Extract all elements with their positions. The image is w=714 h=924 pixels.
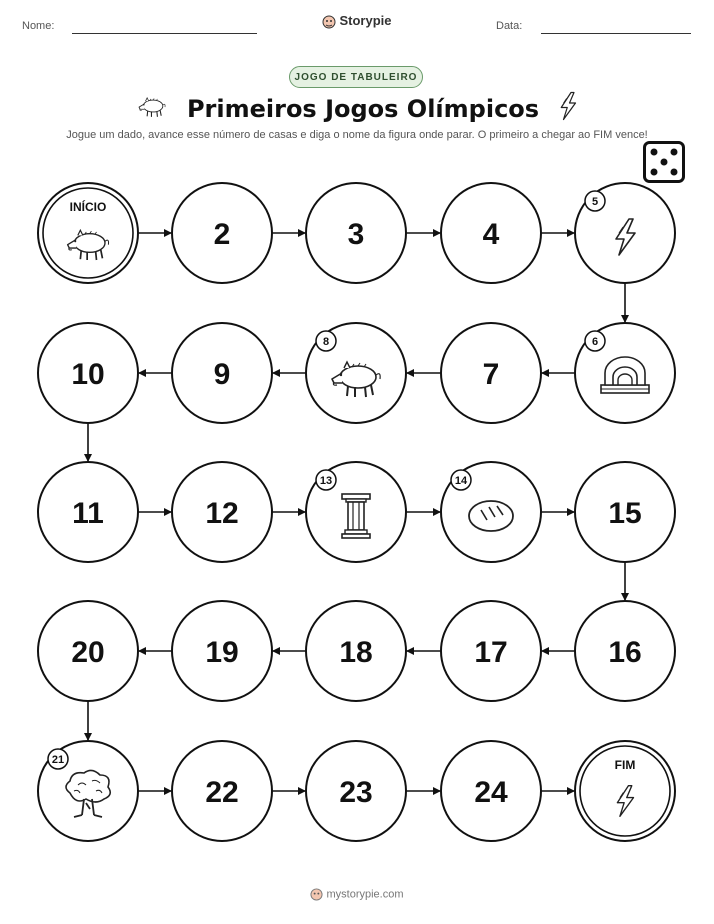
board-space-19 [172, 601, 272, 701]
board-space-8 [306, 323, 406, 423]
space-number: 16 [608, 636, 642, 669]
space-number: 9 [213, 358, 231, 391]
board-space-25 [575, 741, 675, 841]
space-number: 4 [482, 218, 500, 251]
board-space-17 [441, 601, 541, 701]
space-number: 7 [482, 358, 500, 391]
board-space-22 [172, 741, 272, 841]
board-space-1 [38, 183, 138, 283]
space-number: 3 [347, 218, 365, 251]
space-circle [38, 183, 138, 283]
space-number: 10 [71, 358, 105, 391]
board-space-14 [441, 462, 541, 562]
board-space-6 [575, 323, 675, 423]
board-space-18 [306, 601, 406, 701]
space-number-label: 6 [591, 336, 599, 348]
board-space-10 [38, 323, 138, 423]
board-space-13 [306, 462, 406, 562]
board-space-4 [441, 183, 541, 283]
instructions: Jogue um dado, avance esse número de casas e diga o nome da figura onde parar. O primeiro a chegar ao FIM vence! [66, 129, 648, 141]
bread-icon [469, 501, 513, 531]
board-space-11 [38, 462, 138, 562]
board-space-12 [172, 462, 272, 562]
board-space-21 [38, 741, 138, 841]
space-number: 24 [474, 776, 508, 809]
space-number-label: 14 [454, 475, 468, 487]
space-number-label: 13 [319, 475, 333, 487]
board-space-20 [38, 601, 138, 701]
space-number: 22 [205, 776, 239, 809]
board-space-5 [575, 183, 675, 283]
board-space-9 [172, 323, 272, 423]
space-number-label: 8 [322, 336, 330, 348]
start-label: INÍCIO [69, 200, 107, 214]
board-space-3 [306, 183, 406, 283]
finish-label: FIM [614, 758, 636, 772]
storypie-mascot-icon [310, 888, 323, 901]
space-number: 18 [339, 636, 373, 669]
board-space-16 [575, 601, 675, 701]
board-space-15 [575, 462, 675, 562]
board-space-23 [306, 741, 406, 841]
space-number: 20 [71, 636, 105, 669]
board-space-2 [172, 183, 272, 283]
brand-name: Storypie [339, 13, 392, 28]
date-label: Data: [496, 20, 523, 32]
space-number-label: 21 [51, 754, 65, 766]
footer-url[interactable]: mystorypie.com [326, 888, 404, 901]
space-number: 15 [608, 497, 642, 530]
name-label: Nome: [22, 20, 55, 32]
category-badge: JOGO DE TABULEIRO [289, 66, 423, 88]
space-number: 17 [474, 636, 508, 669]
space-number: 11 [72, 497, 104, 530]
space-number-label: 5 [591, 196, 599, 208]
space-number: 19 [205, 636, 239, 669]
board-space-24 [441, 741, 541, 841]
page-title-text: Primeiros Jogos Olímpicos [186, 94, 540, 123]
board-space-7 [441, 323, 541, 423]
footer [0, 888, 714, 901]
space-number: 12 [205, 497, 239, 530]
space-number: 23 [339, 776, 373, 809]
space-number: 2 [213, 218, 231, 251]
